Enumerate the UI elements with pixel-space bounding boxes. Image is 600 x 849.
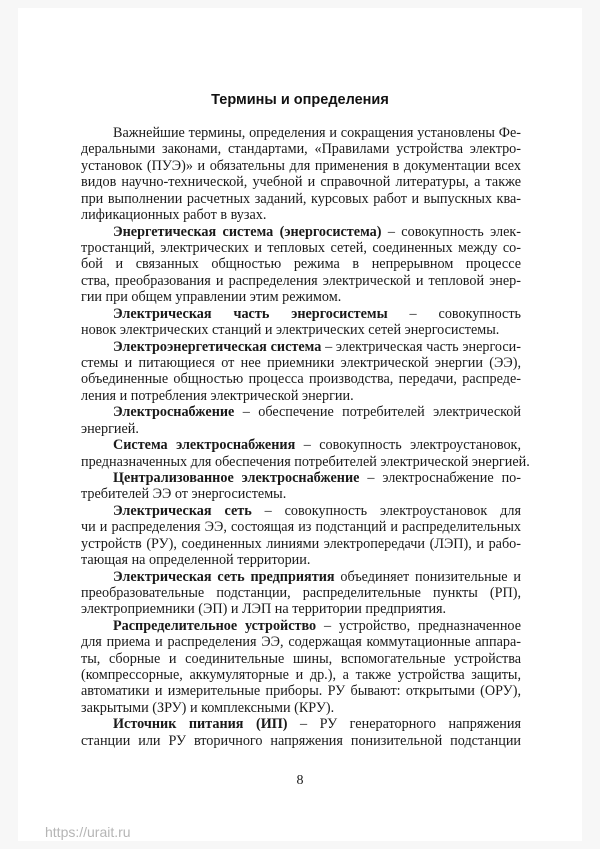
text-line	[81, 453, 530, 470]
line-text: – РУ генераторного напряжения	[299, 716, 521, 733]
line-text: ления и потребления электрической энергии.	[81, 387, 354, 404]
text-line	[81, 371, 521, 387]
line-text: устройств (РУ), соединенных линиями электропередачи (ЛЭП), и рабо-	[81, 535, 521, 552]
line-text: объединяет понизительные и	[334, 568, 521, 585]
text-line	[81, 683, 521, 699]
paragraph	[81, 404, 521, 437]
text-line	[81, 158, 521, 174]
line-text: (компрессорные, аккумуляторные и др.), а также устройства защиты,	[81, 667, 521, 684]
paragraph	[81, 569, 521, 618]
text-line	[81, 634, 521, 650]
text-line	[81, 404, 521, 420]
line-text: закрытыми (ЗРУ) и комплексными (КРУ).	[81, 699, 335, 716]
text-line	[81, 306, 521, 322]
line-text: – устройство, предназначенное	[316, 617, 521, 634]
term-heading: Распределительное устройство	[113, 617, 317, 634]
text-line	[81, 191, 521, 207]
line-text: – электрическая часть энергоси-	[321, 338, 521, 355]
text-line	[81, 289, 521, 305]
line-text: для приема и распределения ЭЭ, содержащая коммутационные аппара-	[81, 634, 521, 651]
term-heading: Электроснабжение	[113, 404, 235, 421]
line-text: – обеспечение потребителей электрической	[234, 404, 521, 421]
line-text: – совокупность	[409, 305, 521, 322]
text-line	[81, 388, 521, 404]
paragraph	[81, 339, 521, 405]
term-heading: Электрическая часть энергосистемы	[113, 305, 388, 322]
line-text: бой и связанных общностью режима в непрерывном процессе	[81, 256, 521, 273]
paragraph	[81, 306, 521, 339]
line-text: – совокупность электроустановок,	[295, 437, 521, 454]
line-text: предназначенных для обеспечения потребителей электрической энергией.	[81, 453, 530, 470]
text-line	[81, 339, 521, 355]
line-text: – электроснабжение по-	[359, 469, 521, 486]
line-text: установок (ПУЭ)» и обязательны для применения в документации всех	[81, 157, 521, 174]
term-heading: Энергетическая система (энергосистема)	[113, 223, 382, 240]
text-line	[81, 256, 521, 272]
line-text: энергией.	[81, 420, 139, 437]
text-line	[81, 585, 521, 601]
line-text: гии при общем управлении этим режимом.	[81, 289, 342, 306]
text-line	[81, 437, 521, 453]
line-text: – совокупность электроустановок для	[264, 502, 521, 519]
text-line	[81, 700, 521, 716]
line-text: деральными законами, стандартами, «Правилами устройства электро-	[81, 141, 521, 158]
paragraph	[81, 470, 521, 503]
paragraph	[81, 716, 521, 749]
paragraph	[81, 437, 530, 470]
text-line	[81, 601, 521, 617]
term-heading: Электрическая сеть	[113, 502, 252, 519]
line-text: тростанций, электрических и тепловых сетей, соединенных между со-	[81, 239, 521, 256]
line-text: – совокупность элек-	[381, 223, 521, 240]
text-line	[81, 486, 521, 502]
text-line	[81, 470, 521, 486]
paragraph	[81, 125, 521, 224]
watermark-url: https://urait.ru	[45, 824, 131, 840]
line-text: станции или РУ вторичного напряжения понизительной подстанции	[81, 732, 521, 749]
text-line	[81, 207, 521, 223]
text-line	[81, 667, 521, 683]
paragraph	[81, 224, 521, 306]
text-line	[81, 141, 521, 157]
text-line	[81, 716, 521, 732]
term-heading: Источник питания (ИП)	[113, 716, 288, 733]
text-line	[81, 273, 521, 289]
term-heading: Электроэнергетическая система	[113, 338, 322, 355]
text-line	[81, 125, 521, 141]
line-text: новок электрических станций и электрических сетей энергосистемы.	[81, 322, 500, 339]
text-line	[81, 552, 521, 568]
line-text: требителей ЭЭ от энергосистемы.	[81, 486, 287, 503]
line-text: ства, преобразования и распределения электрической и тепловой энер-	[81, 272, 521, 289]
line-text: электроприемники (ЭП) и ЛЭП на территории предприятия.	[81, 601, 447, 618]
line-text: при выполнении расчетных заданий, курсовых работ и выпускных ква-	[81, 190, 521, 207]
text-line	[81, 355, 521, 371]
line-text: стемы и питающиеся от нее приемники электрической энергии (ЭЭ),	[81, 354, 521, 371]
document-body	[81, 125, 530, 749]
text-line	[81, 240, 521, 256]
text-line	[81, 618, 521, 634]
text-line	[81, 536, 521, 552]
text-line	[81, 503, 521, 519]
line-text: Важнейшие термины, определения и сокращения установлены Фе-	[113, 125, 521, 141]
paragraph	[81, 618, 521, 717]
text-line	[81, 519, 521, 535]
line-text: объединенные общностью процесса производства, передачи, распреде-	[81, 371, 521, 388]
text-line	[81, 224, 521, 240]
page-title: Термины и определения	[211, 92, 389, 108]
line-text: лификационных работ в вузах.	[81, 207, 267, 224]
line-text: преобразовательные подстанции, распределительные пункты (РП),	[81, 584, 521, 601]
text-line	[81, 421, 521, 437]
page-number: 8	[296, 773, 304, 788]
line-text: ты, сборные и соединительные шины, вспомогательные устройства	[81, 650, 521, 667]
term-heading: Электрическая сеть предприятия	[113, 568, 335, 585]
line-text: автоматики и измерительные приборы. РУ бывают: открытыми (ОРУ),	[81, 683, 521, 700]
line-text: чи и распределения ЭЭ, состоящая из подстанций и распределительных	[81, 519, 521, 536]
paragraph	[81, 503, 521, 569]
text-line	[81, 651, 521, 667]
text-line	[81, 569, 521, 585]
text-line	[81, 322, 521, 338]
term-heading: Система электроснабжения	[113, 437, 296, 454]
term-heading: Централизованное электроснабжение	[113, 469, 360, 486]
line-text: тающая на определенной территории.	[81, 552, 311, 569]
line-text: видов научно-технической, учебной и справочной литературы, а также	[81, 174, 521, 191]
text-line	[81, 733, 521, 749]
text-line	[81, 174, 521, 190]
